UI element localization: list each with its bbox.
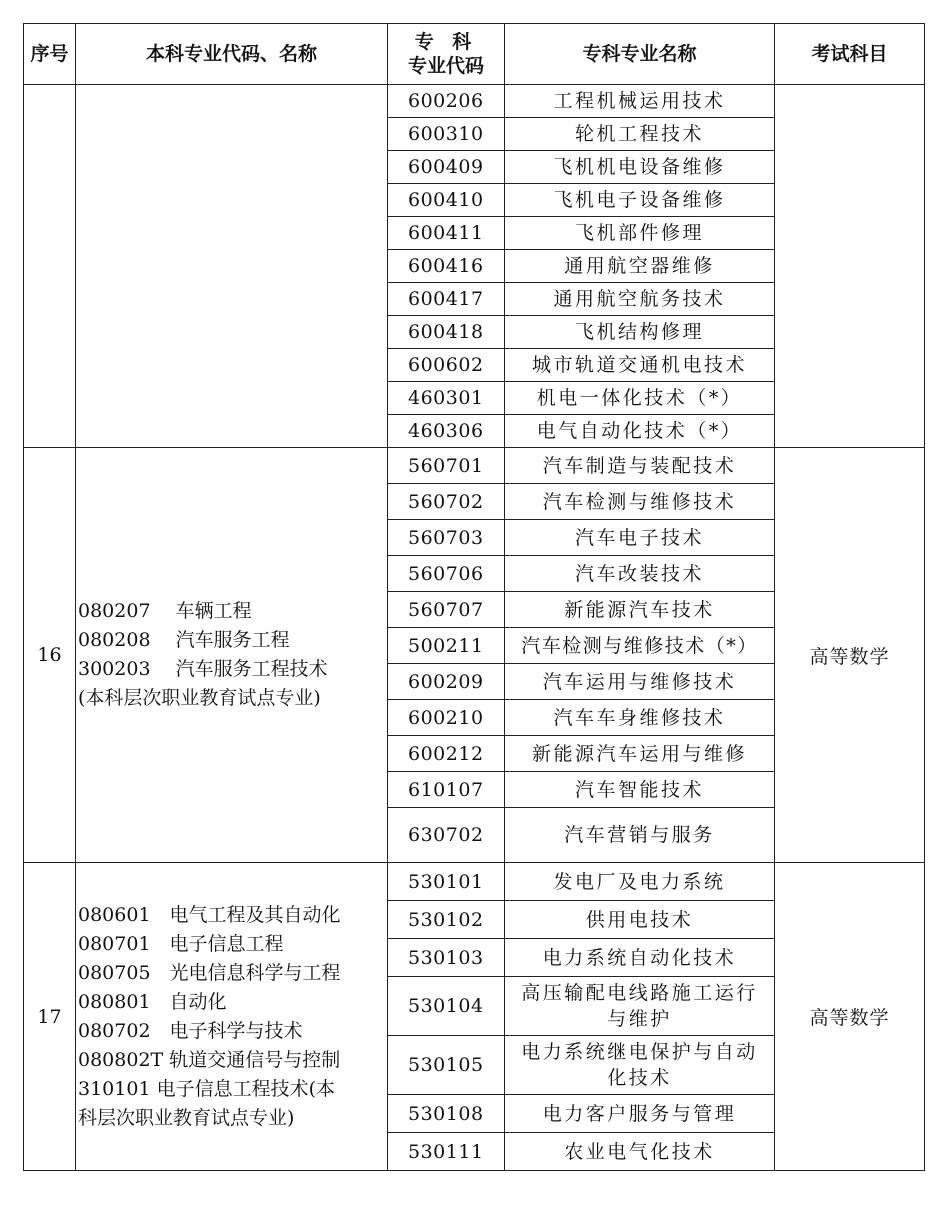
specialty-name: 新能源汽车技术 (505, 592, 775, 628)
specialty-name: 飞机电子设备维修 (505, 184, 775, 217)
undergrad-line: 080207 车辆工程 (78, 600, 252, 622)
header-undergrad: 本科专业代码、名称 (76, 24, 388, 85)
specialty-name: 农业电气化技术 (505, 1133, 775, 1171)
specialty-code: 560706 (388, 556, 505, 592)
specialty-code: 600416 (388, 250, 505, 283)
specialty-code: 560702 (388, 484, 505, 520)
specialty-name: 发电厂及电力系统 (505, 863, 775, 901)
majors-table (23, 23, 925, 1171)
specialty-code: 600206 (388, 85, 505, 118)
header-code (388, 24, 505, 85)
specialty-name: 轮机工程技术 (505, 118, 775, 151)
specialty-code: 560707 (388, 592, 505, 628)
specialty-code: 600410 (388, 184, 505, 217)
undergrad-line: 080801 自动化 (78, 990, 227, 1013)
specialty-name: 新能源汽车运用与维修 (505, 736, 775, 772)
header-seq: 序号 (24, 24, 76, 85)
specialty-code: 530104 (388, 977, 505, 1036)
specialty-code: 600418 (388, 316, 505, 349)
specialty-name: 供用电技术 (505, 901, 775, 939)
undergrad-line: 080208 汽车服务工程 (78, 629, 290, 651)
specialty-code: 530103 (388, 939, 505, 977)
specialty-name: 汽车车身维修技术 (505, 700, 775, 736)
specialty-name: 飞机部件修理 (505, 217, 775, 250)
table-row (24, 448, 925, 484)
specialty-code: 560701 (388, 448, 505, 484)
header-name: 专科专业名称 (505, 24, 775, 85)
specialty-name: 飞机结构修理 (505, 316, 775, 349)
specialty-name: 汽车检测与维修技术（*） (505, 628, 775, 664)
specialty-name: 城市轨道交通机电技术 (505, 349, 775, 382)
specialty-code: 600210 (388, 700, 505, 736)
specialty-code: 460301 (388, 382, 505, 415)
specialty-name: 电力客户服务与管理 (505, 1095, 775, 1133)
specialty-code: 610107 (388, 772, 505, 808)
header-code-line1: 专 科 (414, 31, 478, 53)
group-16-undergrad (76, 448, 388, 863)
specialty-code: 460306 (388, 415, 505, 448)
undergrad-line: (本科层次职业教育试点专业) (78, 687, 321, 709)
group-0-seq (24, 85, 76, 448)
undergrad-line: 080705 光电信息科学与工程 (78, 961, 341, 984)
table-row (24, 85, 925, 118)
specialty-name: 工程机械运用技术 (505, 85, 775, 118)
specialty-name: 电力系统继电保护与自动化技术 (505, 1036, 775, 1095)
specialty-name: 电力系统自动化技术 (505, 939, 775, 977)
specialty-name: 高压输配电线路施工运行与维护 (505, 977, 775, 1036)
specialty-name: 汽车电子技术 (505, 520, 775, 556)
specialty-code: 600212 (388, 736, 505, 772)
specialty-name: 飞机机电设备维修 (505, 151, 775, 184)
group-17-exam: 高等数学 (775, 863, 925, 1171)
specialty-code: 530111 (388, 1133, 505, 1171)
specialty-code: 500211 (388, 628, 505, 664)
specialty-name: 汽车运用与维修技术 (505, 664, 775, 700)
undergrad-line: 310101 电子信息工程技术(本 (78, 1077, 335, 1100)
undergrad-line: 300203 汽车服务工程技术 (78, 658, 328, 680)
specialty-name: 汽车检测与维修技术 (505, 484, 775, 520)
specialty-code: 600409 (388, 151, 505, 184)
table-row (24, 863, 925, 901)
specialty-code: 600602 (388, 349, 505, 382)
specialty-name: 汽车智能技术 (505, 772, 775, 808)
undergrad-line: 080601 电气工程及其自动化 (78, 903, 341, 926)
group-16-seq: 16 (24, 448, 76, 863)
specialty-name: 汽车制造与装配技术 (505, 448, 775, 484)
specialty-code: 560703 (388, 520, 505, 556)
specialty-code: 600209 (388, 664, 505, 700)
specialty-code: 600310 (388, 118, 505, 151)
group-16-exam: 高等数学 (775, 448, 925, 863)
header-exam: 考试科目 (775, 24, 925, 85)
specialty-code: 530108 (388, 1095, 505, 1133)
header-row (24, 24, 925, 85)
group-17-seq: 17 (24, 863, 76, 1171)
group-0-undergrad (76, 85, 388, 448)
specialty-code: 530105 (388, 1036, 505, 1095)
specialty-code: 600411 (388, 217, 505, 250)
specialty-name: 通用航空航务技术 (505, 283, 775, 316)
specialty-name: 电气自动化技术（*） (505, 415, 775, 448)
specialty-name: 机电一体化技术（*） (505, 382, 775, 415)
specialty-name: 汽车营销与服务 (505, 808, 775, 863)
specialty-name: 汽车改装技术 (505, 556, 775, 592)
specialty-code: 630702 (388, 808, 505, 863)
undergrad-line: 080702 电子科学与技术 (78, 1019, 303, 1042)
undergrad-line: 080802T 轨道交通信号与控制 (78, 1048, 341, 1071)
specialty-code: 530102 (388, 901, 505, 939)
undergrad-line: 科层次职业教育试点专业) (78, 1106, 295, 1129)
specialty-name: 通用航空器维修 (505, 250, 775, 283)
undergrad-line: 080701 电子信息工程 (78, 932, 284, 955)
specialty-code: 600417 (388, 283, 505, 316)
header-code-line2: 专业代码 (407, 55, 484, 77)
group-0-exam (775, 85, 925, 448)
group-17-undergrad (76, 863, 388, 1171)
specialty-code: 530101 (388, 863, 505, 901)
